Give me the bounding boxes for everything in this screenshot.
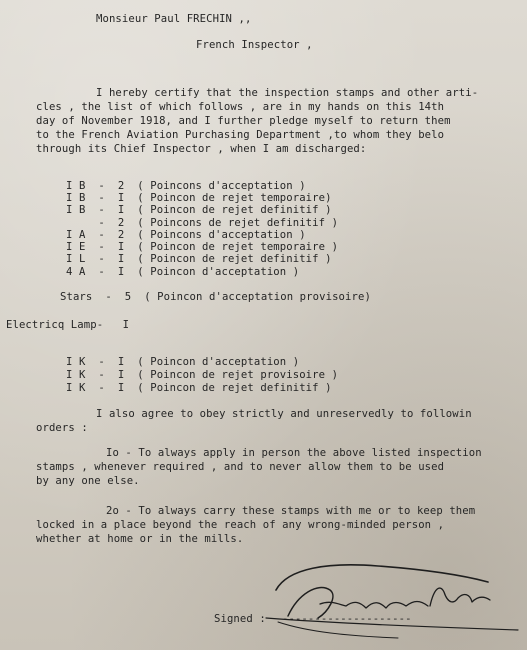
paragraph-line: I hereby certify that the inspection stamps and other arti-: [96, 87, 479, 99]
paragraph-line: locked in a place beyond the reach of any wrong-minded person ,: [36, 519, 445, 531]
stamp-list-row: I B - 2 ( Poincons d'acceptation ): [66, 180, 306, 192]
stamp-list-row: - 2 ( Poincons de rejet definitif ): [66, 217, 339, 229]
stamp-list-row: I K - I ( Poincon de rejet provisoire ): [66, 369, 339, 381]
stamp-list-row: 4 A - I ( Poincon d'acceptation ): [66, 266, 300, 278]
electric-lamp-row: Electricq Lamp- I: [6, 319, 130, 331]
handwritten-signature: [258, 560, 527, 640]
stamp-list-row: I B - I ( Poincon de rejet temporaire): [66, 192, 332, 204]
paragraph-line: I also agree to obey strictly and unreservedly to followin: [96, 408, 472, 420]
paragraph-line: 2o - To always carry these stamps with me or to keep them: [106, 505, 476, 517]
stamp-list-row: I E - I ( Poincon de rejet temporaire ): [66, 241, 339, 253]
stamp-list-row: I K - I ( Poincon de rejet definitif ): [66, 382, 332, 394]
addressee-title: French Inspector ,: [196, 39, 313, 51]
paragraph-line: through its Chief Inspector , when I am discharged:: [36, 143, 367, 155]
paragraph-line: day of November 1918, and I further pledge myself to return them: [36, 115, 451, 127]
stamp-list-row: I B - I ( Poincon de rejet definitif ): [66, 204, 332, 216]
paragraph-line: whether at home or in the mills.: [36, 533, 244, 545]
paragraph-line: orders :: [36, 422, 88, 434]
paragraph-line: Io - To always apply in person the above listed inspection: [106, 447, 482, 459]
stamp-list-row: I L - I ( Poincon de rejet definitif ): [66, 253, 332, 265]
addressee-name: Monsieur Paul FRECHIN ,,: [96, 13, 252, 25]
signature-line: --------------------: [282, 613, 412, 625]
paragraph-line: cles , the list of which follows , are in my hands on this 14th: [36, 101, 445, 113]
stamp-list-row: I K - I ( Poincon d'acceptation ): [66, 356, 300, 368]
paragraph-line: by any one else.: [36, 475, 140, 487]
stamp-list-row: I A - 2 ( Poincons d'acceptation ): [66, 229, 306, 241]
paragraph-line: stamps , whenever required , and to never allow them to be used: [36, 461, 445, 473]
signed-label: Signed :: [214, 613, 266, 625]
paragraph-line: to the French Aviation Purchasing Department ,to whom they belo: [36, 129, 445, 141]
stars-row: Stars - 5 ( Poincon d'acceptation provisoire): [60, 291, 371, 303]
